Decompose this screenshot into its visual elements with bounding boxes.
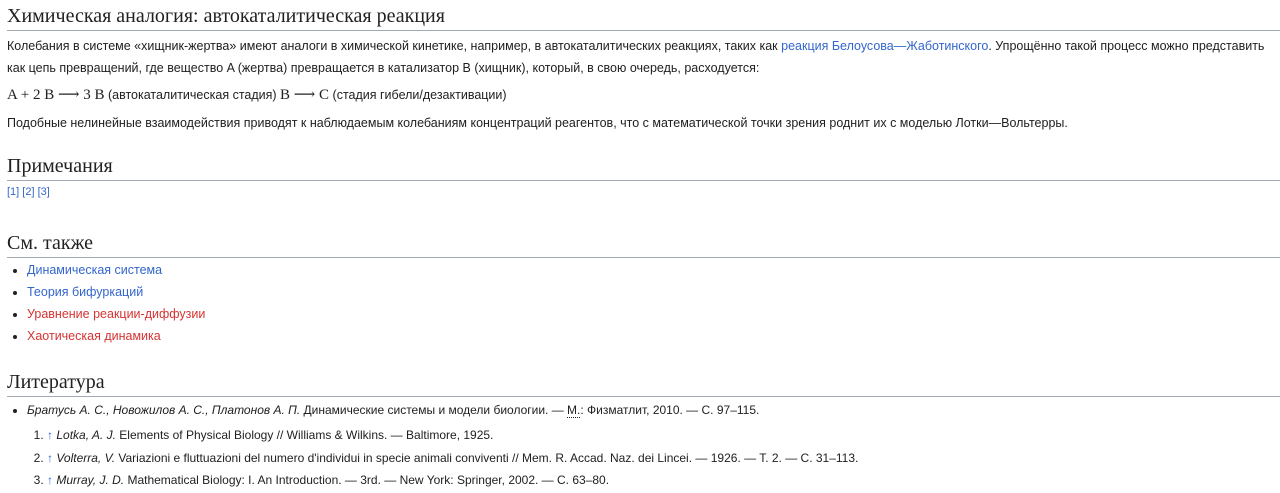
section-heading-notes: Примечания — [7, 153, 1280, 181]
reaction-equations: A + 2 B ⟶ 3 B (автокаталитическая стадия) B ⟶ C (стадия гибели/дезактивации) — [7, 87, 507, 103]
backlink-arrow-icon[interactable]: ↑ — [47, 428, 53, 442]
city-abbreviation[interactable]: М. — [567, 403, 581, 417]
list-item — [27, 259, 205, 281]
link-reaction-diffusion[interactable]: Уравнение реакции-диффузии — [27, 307, 206, 321]
literature-list — [7, 399, 759, 421]
link-dynamical-system[interactable]: Динамическая система — [27, 263, 163, 277]
paragraph-chemical-analogy: Колебания в системе «хищник-жертва» имеют аналоги в химической кинетике, например, в автокаталитических реакциях, таких как реакция Белоусова—Жаботинского. Упрощённо такой процесс можно представить как цепь превращений, где вещество A (жертва) превращается в катализатор B (хищник), который, в свою очередь, расходуется: — [7, 39, 1265, 75]
link-belousov-zhabotinsky[interactable]: реакция Белоусова—Жаботинского — [781, 39, 989, 53]
reference-item: 2. ↑ Volterra, V. Variazioni e fluttuazioni del numero d'individui in specie animali conviventi // Mem. R. Accad. Naz. dei Lincei. — 1926. — T. 2. — C. 31–113. — [47, 447, 858, 470]
section-heading-see-also: См. также — [7, 230, 1280, 258]
list-item — [27, 303, 205, 325]
equation-autocatalytic: A + 2 B ⟶ 3 B — [7, 87, 105, 103]
section-heading-chemical-analogy: Химическая аналогия: автокаталитическая реакция — [7, 3, 1280, 31]
list-item — [27, 325, 205, 347]
equation-decay: B ⟶ C — [280, 87, 330, 103]
list-item: • Братусь А. С., Новожилов А. С., Платонов А. П. Динамические системы и модели биологии. — М.: Физматлит, 2010. — С. 97–115. — [27, 399, 759, 421]
list-item — [27, 281, 205, 303]
backlink-arrow-icon[interactable]: ↑ — [47, 450, 53, 465]
book-authors: Братусь А. С., Новожилов А. С., Платонов А. П. — [27, 403, 301, 417]
note-ref-1[interactable]: [1] — [7, 186, 20, 198]
references-list — [7, 424, 858, 492]
link-chaotic-dynamics[interactable]: Хаотическая динамика — [27, 329, 161, 343]
note-ref-3[interactable]: [3] — [37, 186, 50, 198]
section-heading-literature: Литература — [7, 369, 1280, 397]
backlink-arrow-icon[interactable]: ↑ — [47, 473, 53, 487]
notes-refs — [7, 186, 50, 198]
paragraph-nonlinear: Подобные нелинейные взаимодействия приводят к наблюдаемым колебаниям концентраций реагентов, что с математической точки зрения роднит их с моделью Лотки—Вольтерры. — [7, 116, 1068, 130]
link-bifurcation-theory[interactable]: Теория бифуркаций — [27, 285, 144, 299]
note-ref-2[interactable]: [2] — [22, 186, 35, 198]
reference-item: 1. ↑ Lotka, A. J. Elements of Physical Biology // Williams & Wilkins. — Baltimore, 1925. — [47, 424, 858, 447]
reference-item: 3. ↑ Murray, J. D. Mathematical Biology: I. An Introduction. — 3rd. — New York: Springer, 2002. — C. 63–80. — [47, 469, 858, 492]
see-also-list — [7, 259, 205, 347]
